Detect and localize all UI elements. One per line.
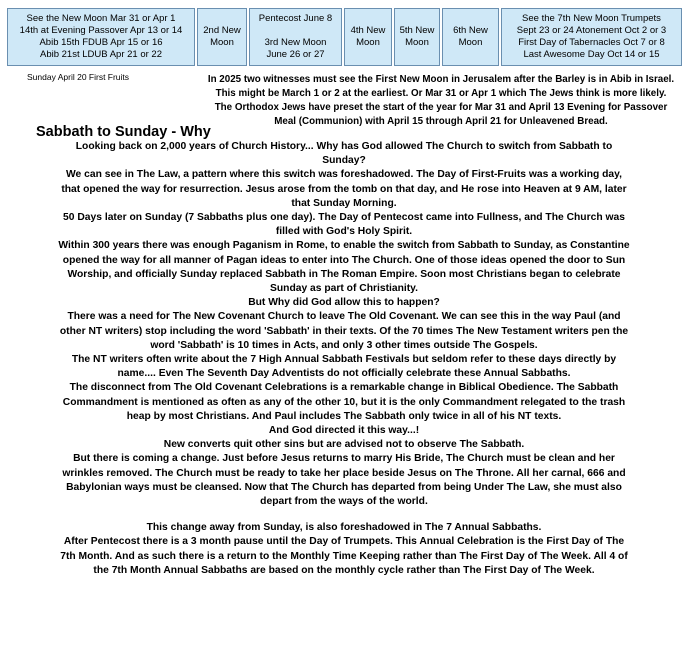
calendar-line: Abib 21st LDUB Apr 21 or 22 <box>40 49 162 60</box>
calendar-line: Sept 23 or 24 Atonement Oct 2 or 3 <box>516 25 667 36</box>
article-body <box>10 140 678 578</box>
calendar-line: Moon <box>356 37 380 48</box>
body-line: wrinkles removed. The Church must be ready to take her place beside Jesus on The Throne. All her carnal, 666 and <box>62 467 626 479</box>
witness-line: The Orthodox Jews have preset the start of the year for Mar 31 and April 13 Evening for Passover <box>214 102 668 113</box>
calendar-row <box>7 8 682 68</box>
calendar-cell-fifth-moon <box>394 8 440 66</box>
calendar-cell-first-month <box>7 8 195 66</box>
calendar-line: Moon <box>405 37 429 48</box>
witness-line: In 2025 two witnesses must see the First New Moon in Jerusalem after the Barley is in Abib in Israel. <box>207 74 675 85</box>
body-line: The NT writers often write about the 7 High Annual Sabbath Festivals but seldom refer to these days directly by <box>71 354 617 366</box>
body-line: After Pentecost there is a 3 month pause until the Day of Trumpets. This Annual Celebration is the First Day of The <box>63 536 625 548</box>
body-line: We can see in The Law, a pattern where this switch was foreshadowed. The Day of First-Fruits was a working day, <box>66 169 622 181</box>
body-line: depart from the ways of the world. <box>260 496 428 508</box>
body-line: Worship, and officially Sunday replaced Sabbath in The Roman Empire. Soon most Christians began to celebrate <box>67 268 621 280</box>
body-line: name.... Even The Seventh Day Adventists do not officially celebrate these Annual Sabbaths. <box>117 368 571 380</box>
body-line: 50 Days later on Sunday (7 Sabbaths plus one day). The Day of Pentecost came into Fullness, and The Church was <box>63 212 625 224</box>
calendar-line: Pentecost June 8 <box>258 13 333 24</box>
calendar-cell-fourth-moon <box>344 8 392 66</box>
body-line: But Why did God allow this to happen? <box>248 297 440 309</box>
calendar-line: 2nd New <box>203 25 241 36</box>
page-title: Sabbath to Sunday - Why <box>36 124 211 140</box>
body-line: filled with God's Holy Spirit. <box>275 226 413 238</box>
calendar-line: 5th New <box>399 25 435 36</box>
witness-note <box>202 73 680 129</box>
body-line: that Sunday Morning. <box>291 197 397 209</box>
calendar-line: Moon <box>458 37 483 48</box>
body-line: Looking back on 2,000 years of Church History... Why has God allowed The Church to switch from Sabbath to <box>75 141 613 152</box>
body-line: But there is coming a change. Just before Jesus returns to marry His Bride, The Church must be clean and her <box>73 453 615 465</box>
calendar-line: 14th at Evening Passover Apr 13 or 14 <box>19 25 183 36</box>
calendar-line: 4th New <box>350 25 386 36</box>
witness-line: This might be March 1 or 2 at the earliest. Or Mar 31 or Apr 1 which The Jews think is more likely. <box>215 88 667 99</box>
first-fruits-note: Sunday April 20 First Fruits <box>27 72 130 82</box>
body-line: The disconnect from The Old Covenant Celebrations is a remarkable change in Biblical Obedience. The Sabbath <box>69 382 619 394</box>
calendar-line: First Day of Tabernacles Oct 7 or 8 <box>518 37 665 48</box>
calendar-cell-second-moon <box>197 8 247 66</box>
calendar-line <box>250 25 341 37</box>
calendar-line: Last Awesome Day Oct 14 or 15 <box>523 49 660 60</box>
body-line: Sunday as part of Christianity. <box>270 283 418 295</box>
body-line: This change away from Sunday, is also foreshadowed in The 7 Annual Sabbaths. <box>146 522 542 534</box>
calendar-cell-seventh-month <box>501 8 682 66</box>
body-line: New converts quit other sins but are advised not to observe The Sabbath. <box>163 439 525 451</box>
body-line: word 'Sabbath' is 10 times in Acts, and only 3 other times outside The Gospels. <box>150 339 538 351</box>
calendar-line: Abib 15th FDUB Apr 15 or 16 <box>39 37 163 48</box>
body-line: heap by most Christians. And Paul includes The Sabbath only twice in all of his NT texts. <box>126 410 562 422</box>
witness-line: Meal (Communion) with April 15 through April 21 for Unleavened Bread. <box>274 116 608 127</box>
calendar-line: Moon <box>210 37 234 48</box>
calendar-line: See the New Moon Mar 31 or Apr 1 <box>26 13 176 24</box>
body-line: Sunday? <box>322 155 366 167</box>
body-line: other NT writers) stop including the word 'Sabbath' in their texts. Of the 70 times The New Testament writers pen the <box>59 325 629 337</box>
body-line: Within 300 years there was enough Paganism in Rome, to enable the switch from Sabbath to Sunday, as Constantine <box>58 240 630 252</box>
body-line: the 7th Month Annual Sabbaths are based on the monthly cycle rather than The First Day of The Week. <box>93 564 595 576</box>
body-line: There was a need for The New Covenant Church to leave The Old Covenant. We can see this in the way Paul (and <box>67 311 621 323</box>
calendar-line: 3rd New Moon <box>264 37 327 48</box>
body-line: 7th Month. And as such there is a return to the Monthly Time Keeping rather than The First Day of The Week. All 4 of <box>60 550 628 562</box>
calendar-line: See the 7th New Moon Trumpets <box>522 13 661 24</box>
body-line: opened the way for all manner of Pagan ideas to enter into The Church. One of those ideas opened the door to Sun <box>62 254 626 266</box>
calendar-line: 6th New <box>453 25 488 36</box>
body-line: Babylonian ways must be cleansed. Now that The Church has departed from being Under The Law, she must also <box>66 481 622 493</box>
body-line: Commandment is mentioned as often as any of the other 10, but it is the only Commandment relegated to the trash <box>62 396 626 408</box>
body-line <box>10 509 678 521</box>
calendar-cell-pentecost <box>249 8 342 66</box>
calendar-cell-sixth-moon <box>442 8 499 66</box>
body-line: that opened the way for resurrection. Jesus arose from the tomb on that day, and He rose into Heaven at 9 AM, later <box>61 183 627 195</box>
calendar-line: June 26 or 27 <box>266 49 325 60</box>
body-line: And God directed it this way...! <box>268 425 420 437</box>
